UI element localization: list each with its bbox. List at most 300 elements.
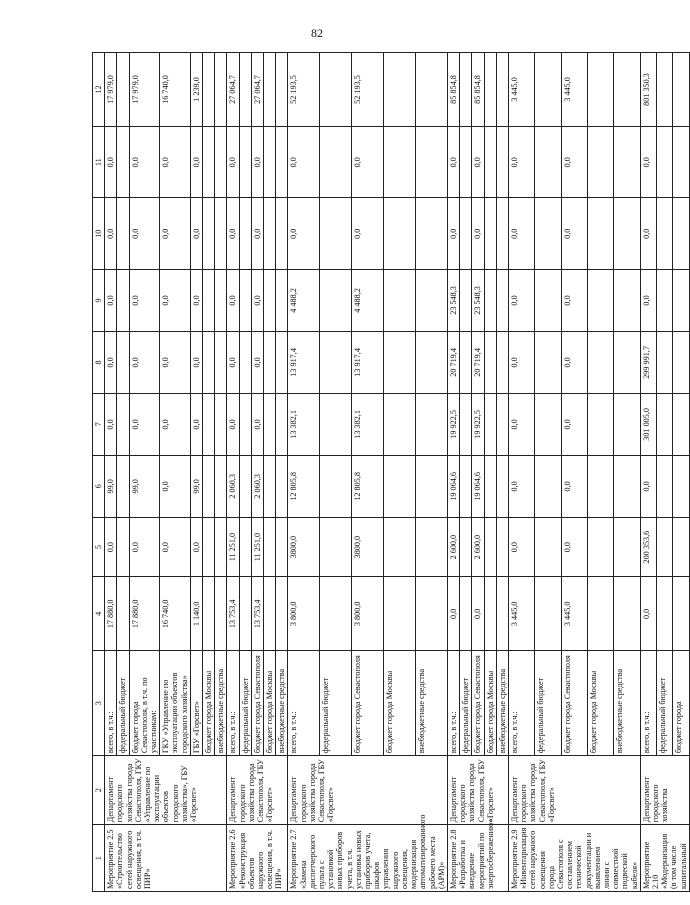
- amount-cell: 0,0: [190, 393, 202, 455]
- column-number: 10: [93, 198, 105, 270]
- amount-cell: 0,0: [472, 198, 484, 270]
- table-frame: [92, 52, 688, 892]
- amount-cell: 0,0: [105, 269, 117, 331]
- amount-cell: [117, 517, 129, 577]
- funding-source-cell: всего, в т.ч.:: [447, 651, 459, 756]
- rotated-table-container: [92, 52, 688, 892]
- amount-cell: 0,0: [190, 331, 202, 393]
- amount-cell: 0,0: [190, 198, 202, 270]
- amount-cell: [460, 577, 472, 651]
- funding-source-cell: бюджет города Севастополя: [472, 651, 484, 756]
- funding-source-cell: всего, в т.ч.:: [640, 651, 656, 756]
- amount-cell: [264, 577, 276, 651]
- amount-cell: [117, 393, 129, 455]
- amount-cell: [535, 53, 561, 127]
- amount-cell: 0,0: [508, 269, 534, 331]
- funding-source-cell: бюджет города Москвы: [203, 651, 215, 756]
- funding-source-cell: ГКУ «Управление по эксплуатации объектов городского хозяйства»: [160, 651, 191, 756]
- amount-cell: [320, 198, 352, 270]
- amount-cell: [673, 198, 689, 270]
- amount-cell: [384, 331, 416, 393]
- amount-cell: 0,0: [561, 331, 587, 393]
- funding-source-cell: федеральный бюджет: [117, 651, 129, 756]
- amount-cell: [384, 53, 416, 127]
- amount-cell: 13 917,4: [288, 331, 320, 393]
- amount-cell: [657, 198, 673, 270]
- amount-cell: 0,0: [561, 198, 587, 270]
- amount-cell: [416, 269, 448, 331]
- funding-source-cell: бюджет города Москвы: [264, 651, 276, 756]
- amount-cell: [276, 517, 288, 577]
- amount-cell: 99,0: [190, 455, 202, 517]
- amount-cell: 0,0: [160, 126, 191, 198]
- amount-cell: [117, 53, 129, 127]
- amount-cell: [203, 331, 215, 393]
- amount-cell: [203, 126, 215, 198]
- amount-cell: [460, 393, 472, 455]
- funding-source-cell: федеральный бюджет: [460, 651, 472, 756]
- amount-cell: [203, 455, 215, 517]
- funding-source-cell: бюджет города Москвы: [588, 651, 614, 756]
- amount-cell: 0,0: [251, 269, 263, 331]
- amount-cell: [239, 455, 251, 517]
- amount-cell: 0,0: [227, 126, 239, 198]
- amount-cell: [416, 517, 448, 577]
- amount-cell: [673, 577, 689, 651]
- amount-cell: 3 800,0: [352, 577, 384, 651]
- amount-cell: 3 445,0: [561, 53, 587, 127]
- funding-source-cell: внебюджетные средства: [215, 651, 227, 756]
- table-row: [227, 53, 239, 892]
- amount-cell: [588, 331, 614, 393]
- amount-cell: 0,0: [508, 455, 534, 517]
- amount-cell: [657, 517, 673, 577]
- amount-cell: 0,0: [129, 517, 160, 577]
- amount-cell: 0,0: [190, 517, 202, 577]
- amount-cell: 0,0: [227, 393, 239, 455]
- amount-cell: [460, 198, 472, 270]
- amount-cell: 85 854,8: [447, 53, 459, 127]
- amount-cell: [657, 455, 673, 517]
- amount-cell: 0,0: [129, 126, 160, 198]
- amount-cell: [588, 53, 614, 127]
- column-number: 4: [93, 577, 105, 651]
- amount-cell: 16 740,0: [160, 577, 191, 651]
- amount-cell: [484, 517, 496, 577]
- column-number: 8: [93, 331, 105, 393]
- amount-cell: 0,0: [105, 198, 117, 270]
- amount-cell: [535, 331, 561, 393]
- amount-cell: [535, 126, 561, 198]
- amount-cell: 12 805,8: [288, 455, 320, 517]
- amount-cell: 4 488,2: [288, 269, 320, 331]
- amount-cell: [614, 393, 640, 455]
- activity-cell: Мероприятие 2.9 «Инвентаризация сетей наружного освещения города Севастополя с составлением технической документации и выявлением линии с совместной подвеской кабеля»: [508, 825, 640, 892]
- funding-source-cell: внебюджетные средства: [416, 651, 448, 756]
- column-number: 2: [93, 756, 105, 825]
- amount-cell: [384, 393, 416, 455]
- column-number: 3: [93, 651, 105, 756]
- amount-cell: 1 140,0: [190, 577, 202, 651]
- amount-cell: [535, 393, 561, 455]
- amount-cell: [384, 269, 416, 331]
- amount-cell: 0,0: [472, 577, 484, 651]
- amount-cell: 299 991,7: [640, 331, 656, 393]
- amount-cell: [614, 126, 640, 198]
- amount-cell: 0,0: [160, 269, 191, 331]
- table-row: [105, 53, 117, 892]
- amount-cell: [673, 53, 689, 127]
- amount-cell: 3800,0: [352, 517, 384, 577]
- amount-cell: [276, 126, 288, 198]
- table-row: [288, 53, 320, 892]
- column-number: 9: [93, 269, 105, 331]
- amount-cell: [614, 517, 640, 577]
- amount-cell: 0,0: [129, 393, 160, 455]
- amount-cell: [203, 198, 215, 270]
- amount-cell: [276, 455, 288, 517]
- amount-cell: [117, 331, 129, 393]
- amount-cell: 0,0: [251, 331, 263, 393]
- amount-cell: 0,0: [105, 331, 117, 393]
- amount-cell: [535, 198, 561, 270]
- executor-cell: Департамент городского хозяйства города Севастополя, ГБУ «Горсвет»: [508, 756, 640, 825]
- column-number: 5: [93, 517, 105, 577]
- amount-cell: [264, 198, 276, 270]
- amount-cell: [484, 269, 496, 331]
- funding-source-cell: бюджет города Москвы: [384, 651, 416, 756]
- amount-cell: 13 917,4: [352, 331, 384, 393]
- amount-cell: [614, 198, 640, 270]
- activity-cell: Мероприятие 2.10 «Модернизация (в том числе капитальный: [640, 825, 689, 892]
- amount-cell: [384, 577, 416, 651]
- amount-cell: 19 922,5: [472, 393, 484, 455]
- amount-cell: [535, 455, 561, 517]
- amount-cell: 2 060,3: [251, 455, 263, 517]
- amount-cell: [117, 126, 129, 198]
- amount-cell: 0,0: [160, 517, 191, 577]
- amount-cell: [484, 577, 496, 651]
- amount-cell: 0,0: [251, 198, 263, 270]
- funding-source-cell: ГБУ «Горсвет»: [190, 651, 202, 756]
- amount-cell: [384, 126, 416, 198]
- amount-cell: 0,0: [352, 198, 384, 270]
- amount-cell: [416, 198, 448, 270]
- amount-cell: 0,0: [508, 198, 534, 270]
- amount-cell: [535, 269, 561, 331]
- amount-cell: [215, 331, 227, 393]
- amount-cell: 27 064,7: [251, 53, 263, 127]
- amount-cell: [276, 198, 288, 270]
- amount-cell: 11 251,0: [227, 517, 239, 577]
- amount-cell: [673, 126, 689, 198]
- amount-cell: [215, 455, 227, 517]
- amount-cell: [264, 126, 276, 198]
- amount-cell: 3 800,0: [288, 577, 320, 651]
- amount-cell: 99,0: [105, 455, 117, 517]
- amount-cell: [384, 455, 416, 517]
- amount-cell: [117, 198, 129, 270]
- amount-cell: [657, 577, 673, 651]
- amount-cell: 0,0: [561, 126, 587, 198]
- amount-cell: [460, 269, 472, 331]
- header-row: [93, 53, 105, 892]
- funding-table: [92, 52, 690, 892]
- funding-source-cell: внебюджетные средства: [614, 651, 640, 756]
- amount-cell: 0,0: [227, 269, 239, 331]
- amount-cell: [614, 331, 640, 393]
- funding-source-cell: федеральный бюджет: [239, 651, 251, 756]
- amount-cell: 0,0: [105, 517, 117, 577]
- amount-cell: [588, 455, 614, 517]
- amount-cell: [416, 455, 448, 517]
- amount-cell: [657, 269, 673, 331]
- amount-cell: 0,0: [640, 126, 656, 198]
- amount-cell: [264, 455, 276, 517]
- executor-cell: Департамент городского хозяйства города Севастополя, ГБУ «Горсвет»: [227, 756, 288, 825]
- amount-cell: 0,0: [105, 393, 117, 455]
- amount-cell: 1 239,0: [190, 53, 202, 127]
- activity-cell: Мероприятие 2.6 «Реконструкция объектов наружного освещения, в т.ч. ПИР»: [227, 825, 288, 892]
- amount-cell: [239, 53, 251, 127]
- funding-source-cell: бюджет города Москвы: [484, 651, 496, 756]
- amount-cell: [215, 577, 227, 651]
- amount-cell: [239, 126, 251, 198]
- amount-cell: 0,0: [288, 198, 320, 270]
- amount-cell: [496, 53, 508, 127]
- funding-source-cell: внебюджетные средства: [496, 651, 508, 756]
- amount-cell: [384, 517, 416, 577]
- amount-cell: [215, 517, 227, 577]
- executor-cell: Департамент городского хозяйства города Севастополя, ГБУ «Горсвет»: [447, 756, 508, 825]
- table-body: [93, 53, 690, 892]
- amount-cell: [320, 517, 352, 577]
- amount-cell: 3 445,0: [508, 53, 534, 127]
- amount-cell: 23 548,3: [472, 269, 484, 331]
- executor-cell: Департамент городского хозяйства города Севастополя, ГБУ «Горсвет»: [288, 756, 447, 825]
- amount-cell: 0,0: [561, 517, 587, 577]
- funding-source-cell: бюджет города Севастополя: [561, 651, 587, 756]
- amount-cell: [614, 577, 640, 651]
- amount-cell: 0,0: [160, 331, 191, 393]
- amount-cell: [416, 53, 448, 127]
- column-number: 7: [93, 393, 105, 455]
- amount-cell: 0,0: [251, 126, 263, 198]
- amount-cell: 0,0: [129, 269, 160, 331]
- amount-cell: [239, 331, 251, 393]
- amount-cell: 2 060,3: [227, 455, 239, 517]
- amount-cell: [496, 577, 508, 651]
- amount-cell: 0,0: [160, 198, 191, 270]
- amount-cell: [535, 577, 561, 651]
- amount-cell: [673, 455, 689, 517]
- amount-cell: 17 979,0: [129, 53, 160, 127]
- amount-cell: 17 979,0: [105, 53, 117, 127]
- column-number: 12: [93, 53, 105, 127]
- amount-cell: [416, 331, 448, 393]
- amount-cell: [264, 331, 276, 393]
- amount-cell: [460, 53, 472, 127]
- amount-cell: 99,0: [129, 455, 160, 517]
- amount-cell: [117, 455, 129, 517]
- amount-cell: [657, 126, 673, 198]
- funding-source-cell: бюджет города: [673, 651, 689, 756]
- amount-cell: [203, 53, 215, 127]
- column-number: 1: [93, 825, 105, 892]
- amount-cell: [276, 331, 288, 393]
- activity-cell: Мероприятие 2.5 «Строительство сетей наружного освещения, в т.ч. ПИР»: [105, 825, 227, 892]
- amount-cell: [588, 269, 614, 331]
- funding-source-cell: бюджет города Севастополя: [251, 651, 263, 756]
- amount-cell: 52 193,5: [288, 53, 320, 127]
- amount-cell: [320, 393, 352, 455]
- amount-cell: 0,0: [447, 577, 459, 651]
- amount-cell: [416, 393, 448, 455]
- amount-cell: 0,0: [227, 198, 239, 270]
- amount-cell: [588, 517, 614, 577]
- amount-cell: 52 193,5: [352, 53, 384, 127]
- funding-source-cell: бюджет города Севастополя, в т.ч. по участникам:: [129, 651, 160, 756]
- amount-cell: [614, 53, 640, 127]
- amount-cell: 0,0: [352, 126, 384, 198]
- amount-cell: 27 064,7: [227, 53, 239, 127]
- funding-source-cell: всего, в т.ч.:: [288, 651, 320, 756]
- amount-cell: [264, 517, 276, 577]
- amount-cell: 85 854,8: [472, 53, 484, 127]
- table-row: [640, 53, 656, 892]
- amount-cell: 20 719,4: [447, 331, 459, 393]
- amount-cell: 3 445,0: [508, 577, 534, 651]
- amount-cell: 3 445,0: [561, 577, 587, 651]
- amount-cell: [673, 269, 689, 331]
- amount-cell: [496, 455, 508, 517]
- amount-cell: 11 251,0: [251, 517, 263, 577]
- amount-cell: 0,0: [561, 393, 587, 455]
- amount-cell: [215, 269, 227, 331]
- amount-cell: [496, 517, 508, 577]
- amount-cell: [117, 577, 129, 651]
- amount-cell: [215, 198, 227, 270]
- executor-cell: Департамент городского хозяйства города Севастополя, ГКУ «Управление по эксплуатации объектов городского хозяйства», ГБУ «Горсвет»: [105, 756, 227, 825]
- amount-cell: 13 753,4: [227, 577, 239, 651]
- amount-cell: [264, 269, 276, 331]
- amount-cell: 0,0: [640, 198, 656, 270]
- amount-cell: [215, 53, 227, 127]
- amount-cell: [460, 331, 472, 393]
- amount-cell: 4 488,2: [352, 269, 384, 331]
- amount-cell: [484, 198, 496, 270]
- amount-cell: 19 064,6: [447, 455, 459, 517]
- amount-cell: [320, 126, 352, 198]
- amount-cell: 301 005,0: [640, 393, 656, 455]
- amount-cell: 0,0: [105, 126, 117, 198]
- amount-cell: [496, 331, 508, 393]
- amount-cell: [276, 577, 288, 651]
- amount-cell: 0,0: [447, 126, 459, 198]
- amount-cell: [384, 198, 416, 270]
- amount-cell: [484, 455, 496, 517]
- amount-cell: [276, 269, 288, 331]
- amount-cell: 0,0: [129, 198, 160, 270]
- amount-cell: 0,0: [561, 455, 587, 517]
- amount-cell: 13 382,1: [288, 393, 320, 455]
- amount-cell: [673, 393, 689, 455]
- amount-cell: [657, 393, 673, 455]
- amount-cell: [484, 331, 496, 393]
- amount-cell: 0,0: [288, 126, 320, 198]
- amount-cell: [673, 517, 689, 577]
- amount-cell: [535, 517, 561, 577]
- amount-cell: 20 719,4: [472, 331, 484, 393]
- amount-cell: [484, 53, 496, 127]
- amount-cell: [203, 393, 215, 455]
- column-number: 11: [93, 126, 105, 198]
- amount-cell: [484, 126, 496, 198]
- amount-cell: 0,0: [561, 269, 587, 331]
- amount-cell: [588, 393, 614, 455]
- amount-cell: [496, 393, 508, 455]
- amount-cell: [614, 455, 640, 517]
- amount-cell: 0,0: [129, 331, 160, 393]
- amount-cell: [416, 577, 448, 651]
- amount-cell: 0,0: [251, 393, 263, 455]
- amount-cell: [657, 53, 673, 127]
- amount-cell: 0,0: [447, 198, 459, 270]
- funding-source-cell: внебюджетные средства: [276, 651, 288, 756]
- amount-cell: [496, 126, 508, 198]
- amount-cell: 23 548,3: [447, 269, 459, 331]
- amount-cell: 801 350,3: [640, 53, 656, 127]
- funding-source-cell: всего, в т.ч.:: [508, 651, 534, 756]
- amount-cell: [496, 198, 508, 270]
- amount-cell: 200 353,6: [640, 517, 656, 577]
- activity-cell: Мероприятие 2.8 «Разработка и внедрение мероприятий по энергосбережению»: [447, 825, 508, 892]
- amount-cell: [460, 517, 472, 577]
- amount-cell: [657, 331, 673, 393]
- amount-cell: 19 922,5: [447, 393, 459, 455]
- executor-cell: Департамент городского хозяйства: [640, 756, 689, 825]
- amount-cell: 0,0: [508, 517, 534, 577]
- amount-cell: 0,0: [640, 269, 656, 331]
- funding-source-cell: федеральный бюджет: [535, 651, 561, 756]
- amount-cell: [484, 393, 496, 455]
- amount-cell: [416, 126, 448, 198]
- column-number: 6: [93, 455, 105, 517]
- amount-cell: [203, 577, 215, 651]
- table-row: [447, 53, 459, 892]
- amount-cell: [276, 53, 288, 127]
- amount-cell: 0,0: [160, 455, 191, 517]
- amount-cell: 0,0: [190, 269, 202, 331]
- activity-cell: Мероприятие 2.7 «Замена диспетчерского пульта с установкой новых приборов учета, в т.ч. установка новых приборов учета, шкафов управления наружного освещения, модернизация автоматизированного рабочего места (АРМ)»: [288, 825, 447, 892]
- amount-cell: [496, 269, 508, 331]
- amount-cell: [203, 269, 215, 331]
- funding-source-cell: всего, в т.ч.:: [105, 651, 117, 756]
- funding-source-cell: бюджет города Севастополя: [352, 651, 384, 756]
- amount-cell: [320, 53, 352, 127]
- amount-cell: 0,0: [508, 331, 534, 393]
- amount-cell: [239, 393, 251, 455]
- amount-cell: 17 880,0: [105, 577, 117, 651]
- amount-cell: [588, 577, 614, 651]
- amount-cell: [239, 269, 251, 331]
- page-number: 82: [311, 26, 323, 40]
- amount-cell: 0,0: [508, 126, 534, 198]
- table-row: [508, 53, 534, 892]
- amount-cell: [264, 53, 276, 127]
- amount-cell: 0,0: [472, 126, 484, 198]
- amount-cell: [215, 126, 227, 198]
